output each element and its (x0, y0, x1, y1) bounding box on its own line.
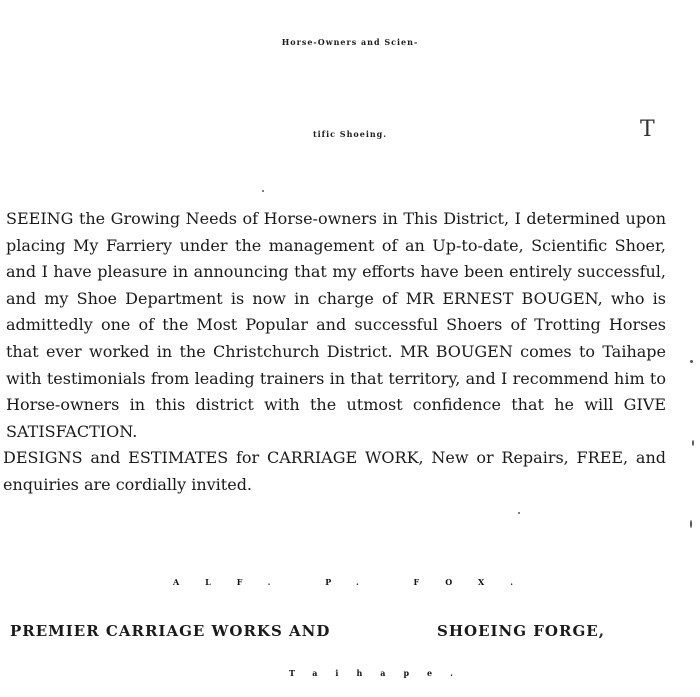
print-speck (692, 440, 694, 446)
signature-name: ALF. P. FOX. (172, 577, 540, 587)
advertisement-body (3, 206, 666, 499)
headline-line-1: Horse-Owners and Scien- (281, 36, 419, 48)
print-speck (262, 190, 264, 192)
body-paragraph-announcement: SEEING the Growing Needs of Horse-owners in This District, I determined upon placing My Farriery under the management of an Up-to-date, Scientific Shoer, and I have pleasure in announcing that my efforts have been entirely successful, and my Shoe Department is now in charge of MR ERNEST BOUGEN, who is admittedly one of the Most Popular and successful Shoers of Trotting Horses that ever worked in the Christchurch District. MR BOUGEN comes to Taihape with testimonials from leading trainers in that territory, and I recommend him to Horse-owners in this district with the utmost confidence that he will GIVE SATISFACTION. (6, 209, 666, 441)
print-speck (690, 360, 693, 363)
headline-line-2: tific Shoeing. (312, 129, 388, 139)
margin-mark: T (640, 117, 655, 142)
firm-name-right: SHOEING FORGE, (437, 622, 605, 640)
town-name: Taihape. (289, 668, 471, 678)
firm-name-left: PREMIER CARRIAGE WORKS AND (10, 622, 331, 640)
print-speck (690, 520, 692, 528)
print-speck (518, 512, 520, 514)
body-paragraph-designs: DESIGNS and ESTIMATES for CARRIAGE WORK, New or Repairs, FREE, and enquiries are cordially invited. (3, 448, 666, 494)
